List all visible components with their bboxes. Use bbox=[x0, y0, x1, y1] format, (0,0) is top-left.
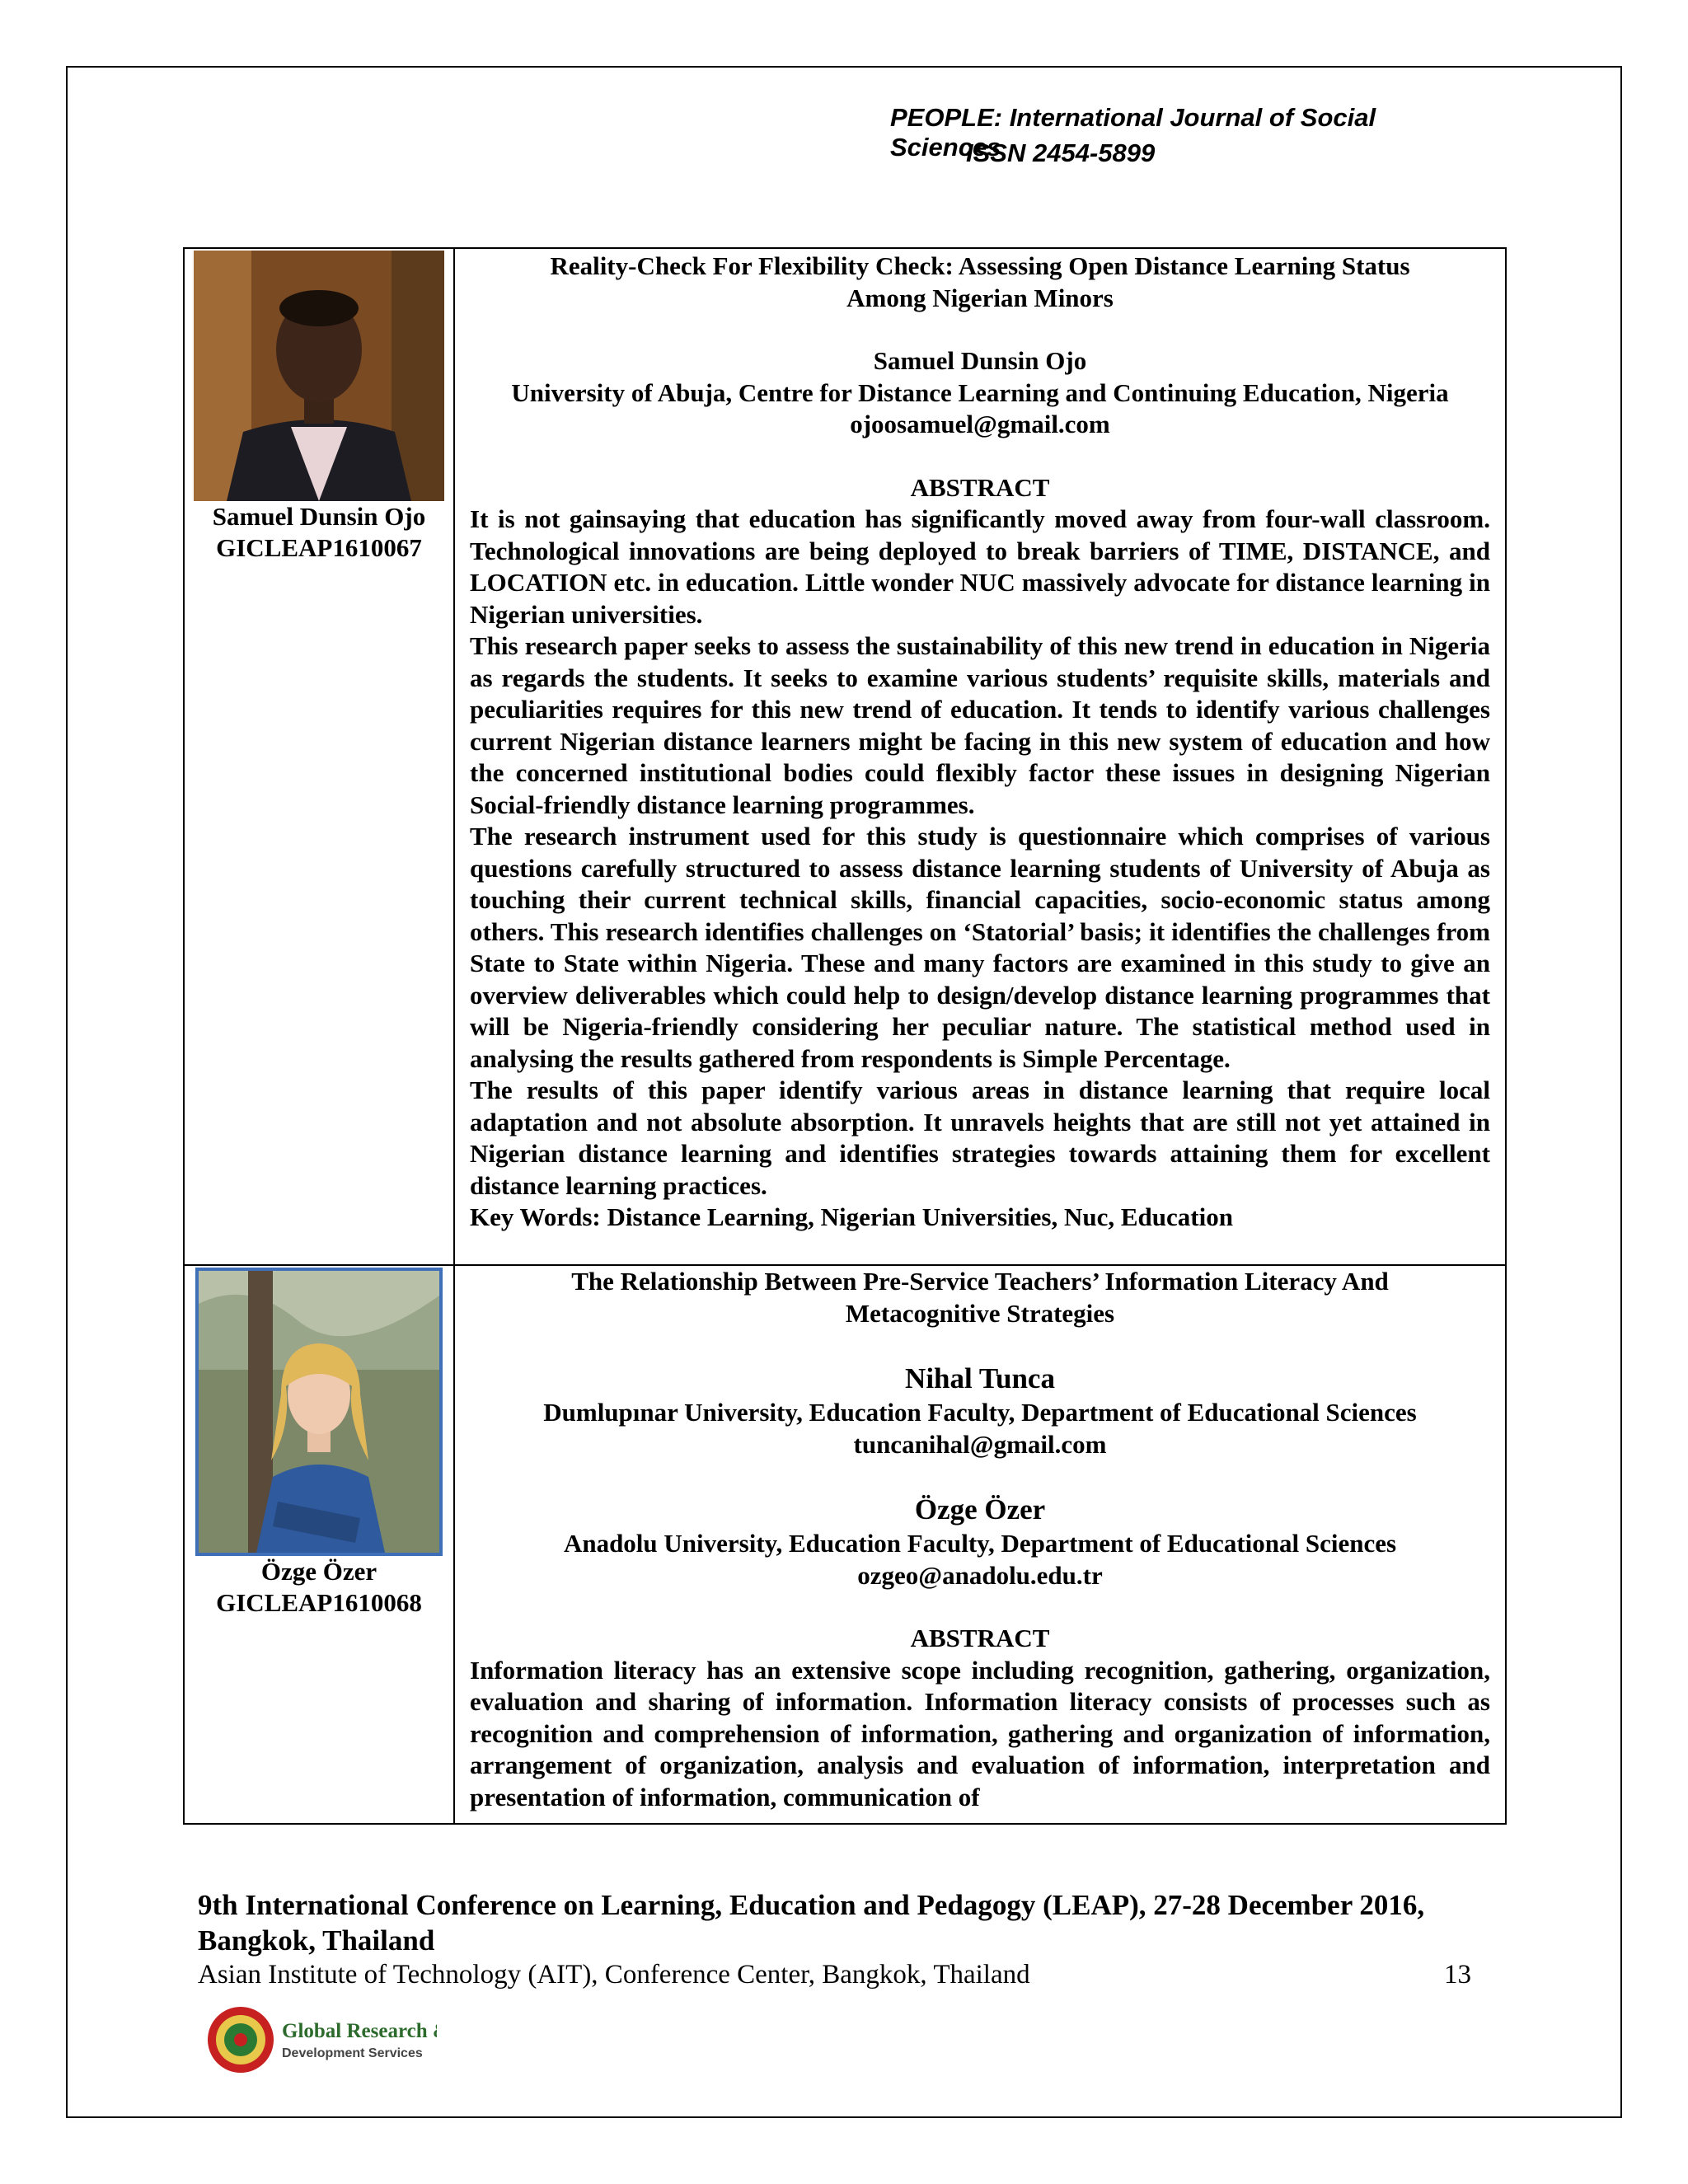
venue-line: Asian Institute of Technology (AIT), Conference Center, Bangkok, Thailand bbox=[198, 1960, 1030, 1990]
conference-line: 9th International Conference on Learning, Education and Pedagogy (LEAP), 27-28 December 2016, Bangkok, Thailand bbox=[198, 1889, 1425, 1957]
email: ozgeo@anadolu.edu.tr bbox=[857, 1560, 1103, 1590]
affiliation: Anadolu University, Education Faculty, Department of Educational Sciences bbox=[563, 1529, 1397, 1558]
author-label: Samuel Dunsin Ojo bbox=[212, 502, 426, 531]
author-label: Özge Özer bbox=[260, 1557, 377, 1586]
abstract-paragraph: This research paper seeks to assess the sustainability of this new trend in education in Nigeria as regards the students. It seeks to examine various students’ requisite skills, materials and peculiarities requires for this new trend of education. It tends to identify various challenges current Nigerian distance learners might be facing in this new system of education and how the concerned institutional bodies could flexibly factor these issues in designing Nigerian Social-friendly distance learning programmes. bbox=[470, 631, 1490, 819]
abstract-paragraph: Information literacy has an extensive scope including recognition, gathering, organization, evaluation and sharing of information. Information literacy consists of processes such as recognition and comprehension of information, gathering and organization of information, arrangement of organization, analysis and evaluation of information, interpretation and presentation of information, communication of bbox=[470, 1655, 1490, 1811]
paper-title-line: Among Nigerian Minors bbox=[846, 283, 1114, 312]
global-research-logo bbox=[206, 1994, 437, 2085]
logo-subtext: Development Services bbox=[282, 2046, 423, 2060]
paper-title bbox=[470, 251, 1490, 314]
paper-title-line: Metacognitive Strategies bbox=[845, 1298, 1115, 1328]
issn: ISSN 2454-5899 bbox=[966, 138, 1156, 167]
keywords: Key Words: Distance Learning, Nigerian Universities, Nuc, Education bbox=[470, 1202, 1233, 1231]
author-code: GICLEAP1610067 bbox=[216, 533, 422, 562]
author-photo-ozge bbox=[195, 1268, 443, 1556]
paper-title-line: Reality-Check For Flexibility Check: Assessing Open Distance Learning Status bbox=[550, 251, 1410, 280]
abstract-paragraph: The research instrument used for this study is questionnaire which comprises of various questions carefully structured to assess distance learning students of University of Abuja as touching their current technical skills, financial capacities, socio-economic status among others. This research identifies challenges on ‘Statorial’ basis; it identifies the challenges from State to State within Nigeria. These and many factors are examined in this study to give an overview deliverables which could help to design/develop distance learning programmes that will be Nigeria-friendly considering her peculiar nature. The statistical method used in analysing the results gathered from respondents is Simple Percentage. bbox=[470, 822, 1490, 1073]
author-code: GICLEAP1610068 bbox=[216, 1588, 422, 1617]
author-photo-samuel bbox=[194, 251, 444, 501]
author-name: Nihal Tunca bbox=[905, 1362, 1055, 1394]
entry-content-2 bbox=[454, 1265, 1506, 1824]
paper-title bbox=[470, 1266, 1490, 1329]
journal-title: PEOPLE: International Journal of Social Sciences bbox=[890, 103, 1376, 162]
abstract-paragraph: It is not gainsaying that education has significantly moved away from four-wall classroom. Technological innovations are being deployed to break barriers of TIME, DISTANCE, and LOCATION etc. in education. Little wonder NUC massively advocate for distance learning in Nigerian universities. bbox=[470, 504, 1490, 629]
affiliation: University of Abuja, Centre for Distance Learning and Continuing Education, Nigeria bbox=[511, 377, 1449, 407]
email: ojoosamuel@gmail.com bbox=[850, 410, 1110, 438]
author-photo-cell bbox=[184, 1265, 454, 1824]
paper-title-line: The Relationship Between Pre-Service Teachers’ Information Literacy And bbox=[571, 1267, 1389, 1296]
abstract-heading: ABSTRACT bbox=[910, 472, 1050, 502]
author-name: Samuel Dunsin Ojo bbox=[873, 346, 1087, 375]
page-number: 13 bbox=[1444, 1960, 1471, 1990]
author-photo-cell bbox=[184, 248, 454, 1265]
affiliation: Dumlupınar University, Education Faculty, Department of Educational Sciences bbox=[543, 1398, 1417, 1427]
author-name: Özge Özer bbox=[914, 1493, 1046, 1526]
abstracts-table bbox=[183, 247, 1507, 1825]
entry-content-1 bbox=[454, 248, 1506, 1265]
entry-row-2 bbox=[184, 1265, 1506, 1824]
abstract-heading: ABSTRACT bbox=[910, 1624, 1050, 1652]
logo-text: Global Research & bbox=[282, 2020, 437, 2042]
abstract-paragraph: The results of this paper identify various areas in distance learning that require local adaptation and not absolute absorption. It unravels heights that are still not yet attained in Nigerian distance learning and identifies strategies towards attaining them for excellent distance learning practices. bbox=[470, 1076, 1490, 1200]
email: tuncanihal@gmail.com bbox=[853, 1429, 1107, 1459]
entry-row-1 bbox=[184, 248, 1506, 1265]
